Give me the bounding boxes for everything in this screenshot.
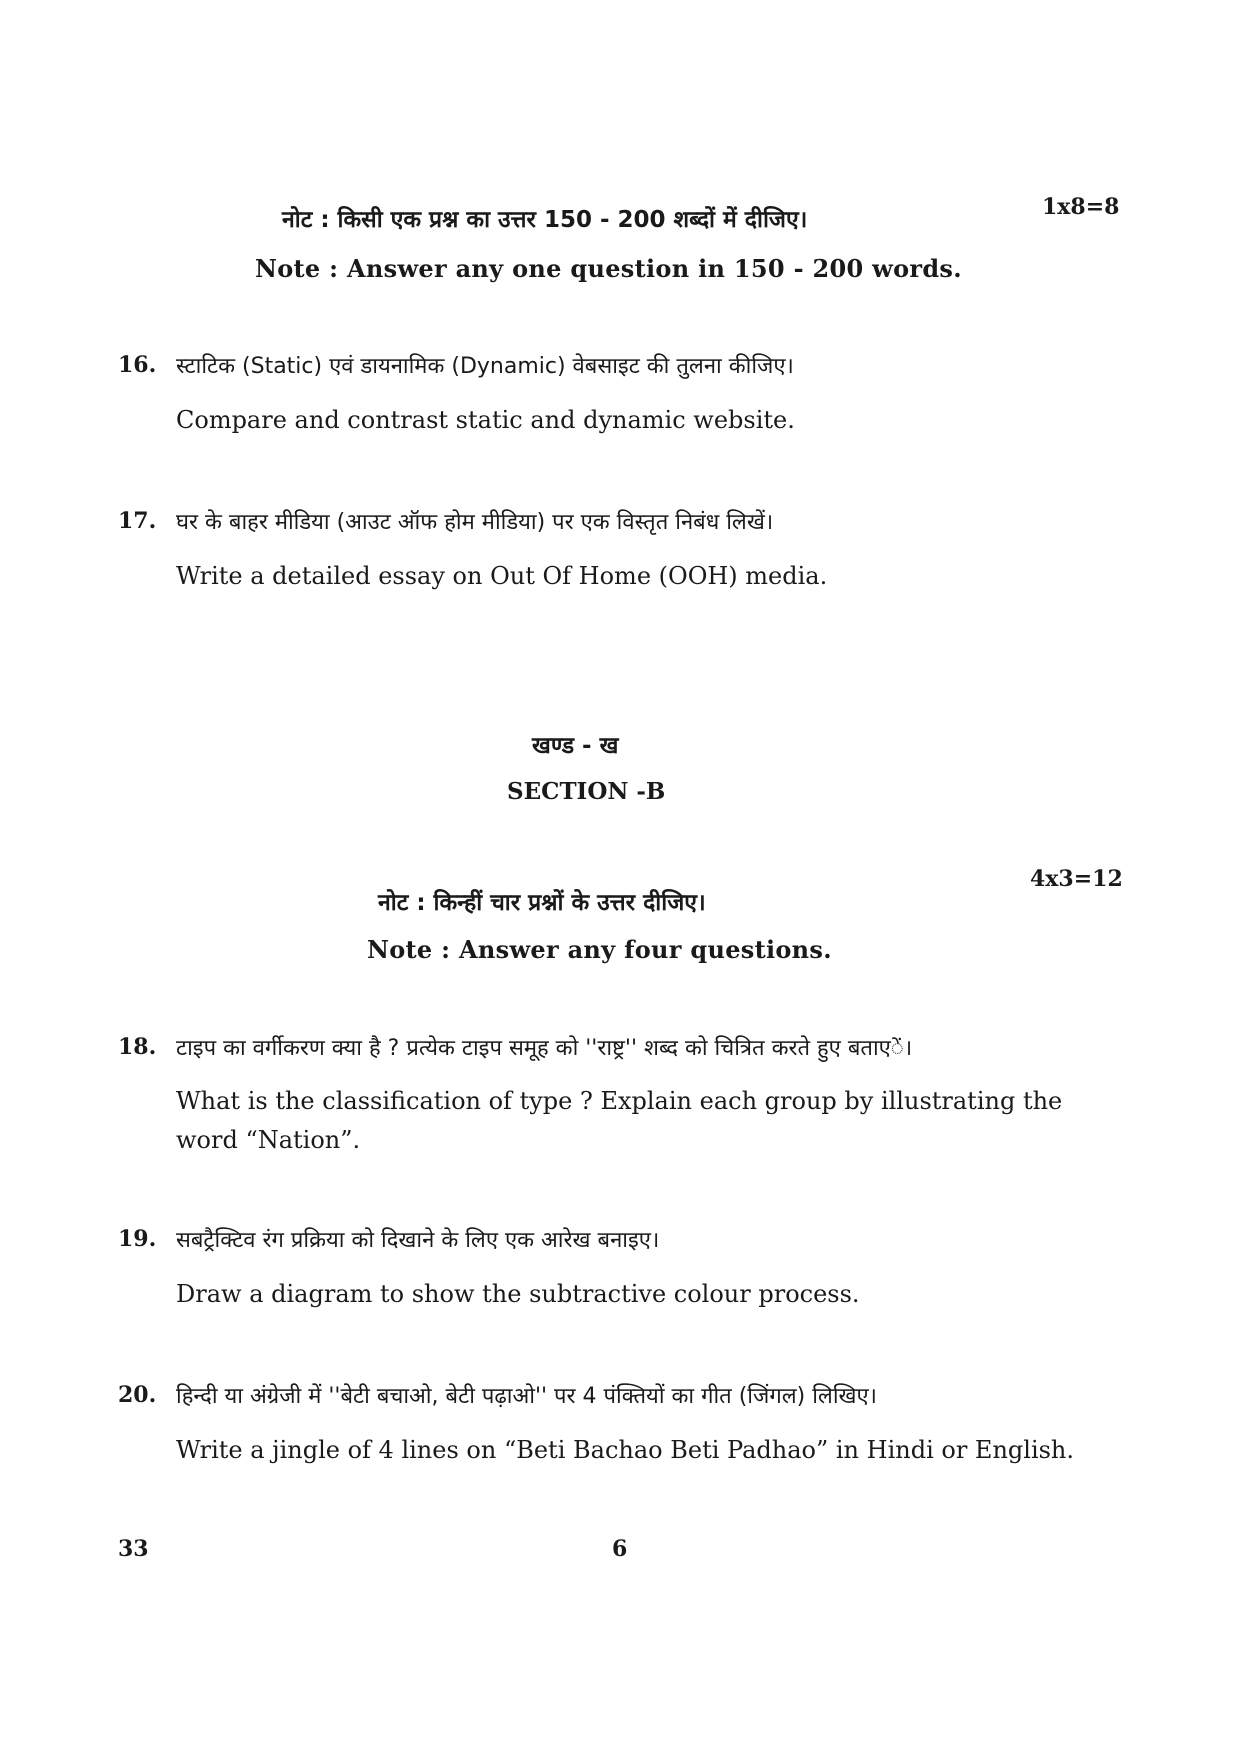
question-english: Compare and contrast static and dynamic website. [176, 406, 795, 434]
note-hindi: नोट : किसी एक प्रश्न का उत्तर 150 - 200 शब्दों में दीजिए। [282, 207, 808, 233]
marks-allocation: 4x3=12 [1030, 866, 1123, 892]
question-number: 17. [118, 508, 157, 534]
section-heading-hindi: खण्ड - ख [532, 733, 619, 759]
note-hindi: नोट : किन्हीं चार प्रश्नों के उत्तर दीजिए। [378, 890, 706, 916]
question-english: What is the classification of type ? Explain each group by illustrating the word “Nation”. [176, 1087, 1063, 1154]
question-english: Draw a diagram to show the subtractive colour process. [176, 1280, 860, 1308]
paper-code: 33 [118, 1536, 149, 1562]
section-heading-english: SECTION -B [507, 778, 666, 805]
question-english: Write a jingle of 4 lines on “Beti Bachao Beti Padhao” in Hindi or English. [176, 1436, 1075, 1464]
question-hindi: स्टाटिक (Static) एवं डायनामिक (Dynamic) वेबसाइट की तुलना कीजिए। [176, 354, 794, 379]
question-number: 16. [118, 352, 157, 378]
note-english: Note : Answer any four questions. [367, 935, 832, 964]
marks-allocation: 1x8=8 [1042, 194, 1120, 220]
question-number: 19. [118, 1226, 157, 1252]
question-english: Write a detailed essay on Out Of Home (OOH) media. [176, 562, 828, 590]
note-english: Note : Answer any one question in 150 - 200 words. [255, 254, 962, 283]
question-number: 18. [118, 1034, 157, 1060]
question-hindi: टाइप का वर्गीकरण क्या है ? प्रत्येक टाइप समूह को ''राष्ट्र'' शब्द को चित्रित करते हुए बताएें। [176, 1036, 913, 1061]
question-hindi: घर के बाहर मीडिया (आउट ऑफ होम मीडिया) पर एक विस्तृत निबंध लिखें। [176, 510, 774, 535]
question-number: 20. [118, 1382, 157, 1408]
question-hindi: हिन्दी या अंग्रेजी में ''बेटी बचाओ, बेटी पढ़ाओ'' पर 4 पंक्तियों का गीत (जिंगल) लिखिए। [176, 1384, 878, 1409]
page-number: 6 [612, 1536, 628, 1562]
question-hindi: सबट्रैक्टिव रंग प्रक्रिया को दिखाने के लिए एक आरेख बनाइए। [176, 1228, 660, 1253]
